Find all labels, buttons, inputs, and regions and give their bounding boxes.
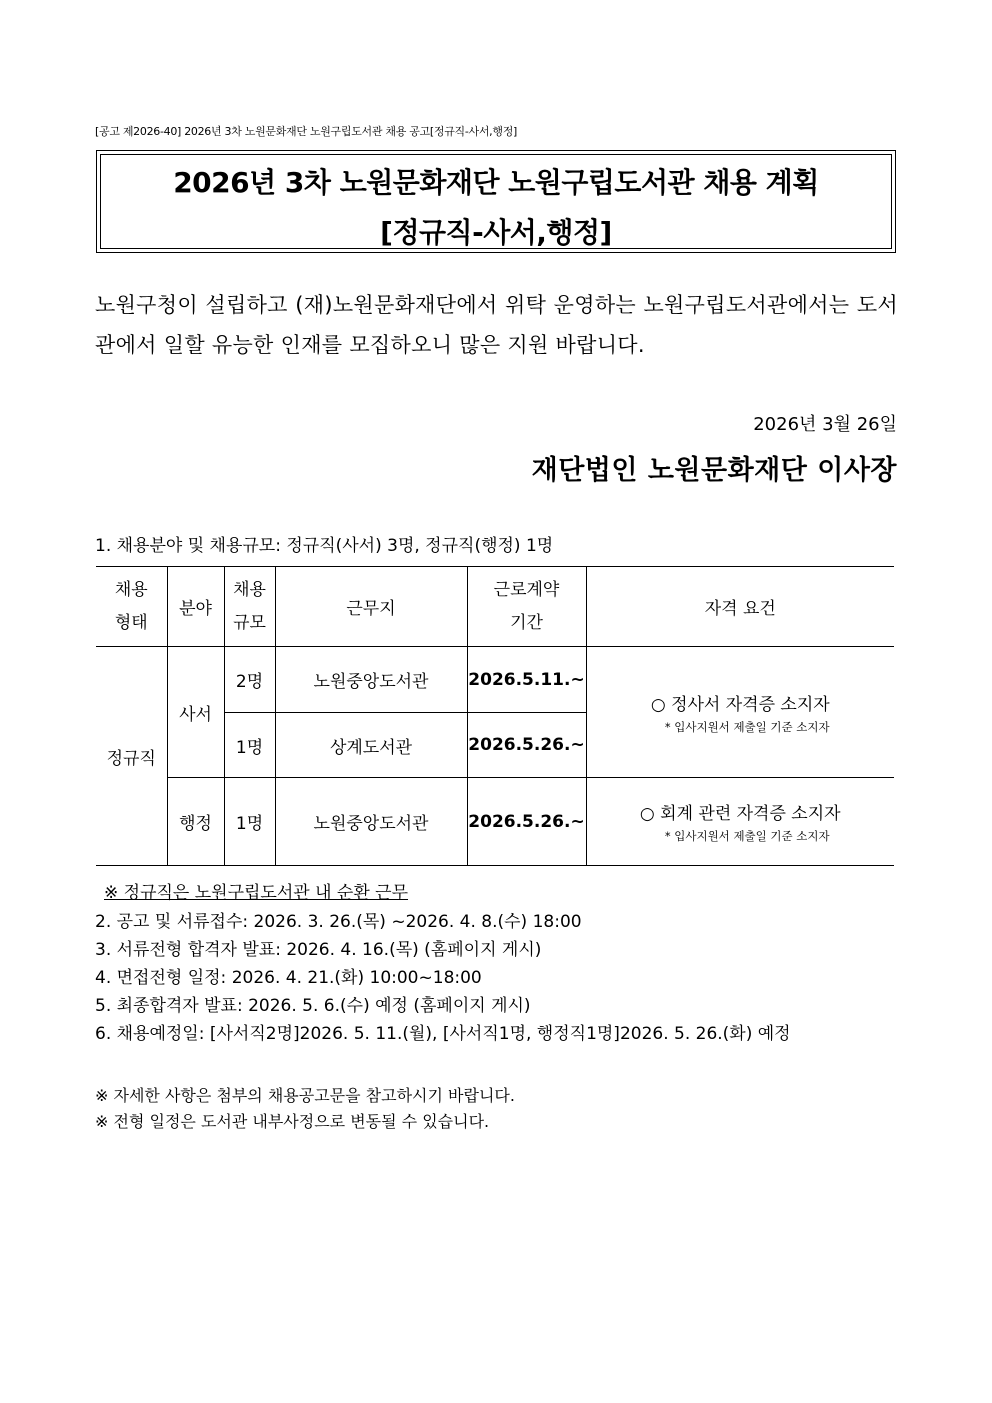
page-title: 2026년 3차 노원문화재단 노원구립도서관 채용 계획 bbox=[173, 166, 819, 199]
header-size: 채용 규모 bbox=[224, 567, 275, 647]
field-admin-cell: 행정 bbox=[167, 778, 224, 866]
header-contract-period: 근로계약 기간 bbox=[467, 567, 586, 647]
header-workplace: 근무지 bbox=[275, 567, 467, 647]
employment-type-cell: 정규직 bbox=[96, 647, 167, 866]
header-field: 분야 bbox=[167, 567, 224, 647]
workplace-cell: 노원중앙도서관 bbox=[275, 778, 467, 866]
workplace-cell: 노원중앙도서관 bbox=[275, 647, 467, 713]
footnotes bbox=[95, 1083, 515, 1135]
announcement-date: 2026년 3월 26일 bbox=[753, 414, 897, 435]
table-row bbox=[96, 778, 894, 866]
field-librarian-cell: 사서 bbox=[167, 647, 224, 778]
recruitment-table bbox=[96, 566, 894, 866]
footnote-item: ※ 전형 일정은 도서관 내부사정으로 변동될 수 있습니다. bbox=[95, 1112, 490, 1131]
title-box bbox=[96, 150, 896, 253]
size-cell: 1명 bbox=[224, 713, 275, 778]
announcement-reference: [공고 제2026-40] 2026년 3차 노원문화재단 노원구립도서관 채용 공고[정규직-사서,행정] bbox=[95, 125, 518, 138]
header-employment-type: 채용 형태 bbox=[96, 567, 167, 647]
schedule-item: 2. 공고 및 서류접수: 2026. 3. 26.(목) ~2026. 4. 8.(수) 18:00 bbox=[95, 912, 582, 932]
footnote-item: ※ 자세한 사항은 첨부의 채용공고문을 참고하시기 바랍니다. bbox=[95, 1086, 515, 1105]
workplace-cell: 상계도서관 bbox=[275, 713, 467, 778]
size-cell: 1명 bbox=[224, 778, 275, 866]
rotation-note: ※ 정규직은 노원구립도서관 내 순환 근무 bbox=[104, 883, 409, 903]
period-cell: 2026.5.26.~ bbox=[467, 778, 586, 866]
period-cell: 2026.5.26.~ bbox=[467, 713, 586, 778]
schedule-item: 4. 면접전형 일정: 2026. 4. 21.(화) 10:00~18:00 bbox=[95, 968, 482, 988]
table-row bbox=[96, 647, 894, 713]
size-cell: 2명 bbox=[224, 647, 275, 713]
table-header-row bbox=[96, 567, 894, 647]
qualification-admin-cell: ○ 회계 관련 자격증 소지자 * 입사지원서 제출일 기준 소지자 bbox=[586, 778, 894, 866]
schedule-item: 3. 서류전형 합격자 발표: 2026. 4. 16.(목) (홈페이지 게시) bbox=[95, 940, 542, 960]
period-cell: 2026.5.11.~ bbox=[467, 647, 586, 713]
schedule-item: 5. 최종합격자 발표: 2026. 5. 6.(수) 예정 (홈페이지 게시) bbox=[95, 996, 531, 1016]
page-subtitle: [정규직-사서,행정] bbox=[380, 216, 612, 249]
schedule-item: 6. 채용예정일: [사서직2명]2026. 5. 11.(월), [사서직1명, 행정직1명]2026. 5. 26.(화) 예정 bbox=[95, 1024, 791, 1044]
intro-paragraph: 노원구청이 설립하고 (재)노원문화재단에서 위탁 운영하는 노원구립도서관에서는 도서관에서 일할 유능한 인재를 모집하오니 많은 지원 바랍니다. bbox=[95, 293, 898, 357]
schedule-list bbox=[95, 908, 791, 1048]
section-recruitment-scale: 1. 채용분야 및 채용규모: 정규직(사서) 3명, 정규직(행정) 1명 bbox=[95, 536, 554, 556]
title-box-inner-border bbox=[100, 154, 892, 249]
qualification-librarian-cell: ○ 정사서 자격증 소지자 * 입사지원서 제출일 기준 소지자 bbox=[586, 647, 894, 778]
header-qualification: 자격 요건 bbox=[586, 567, 894, 647]
issuer-name: 재단법인 노원문화재단 이사장 bbox=[531, 455, 897, 486]
